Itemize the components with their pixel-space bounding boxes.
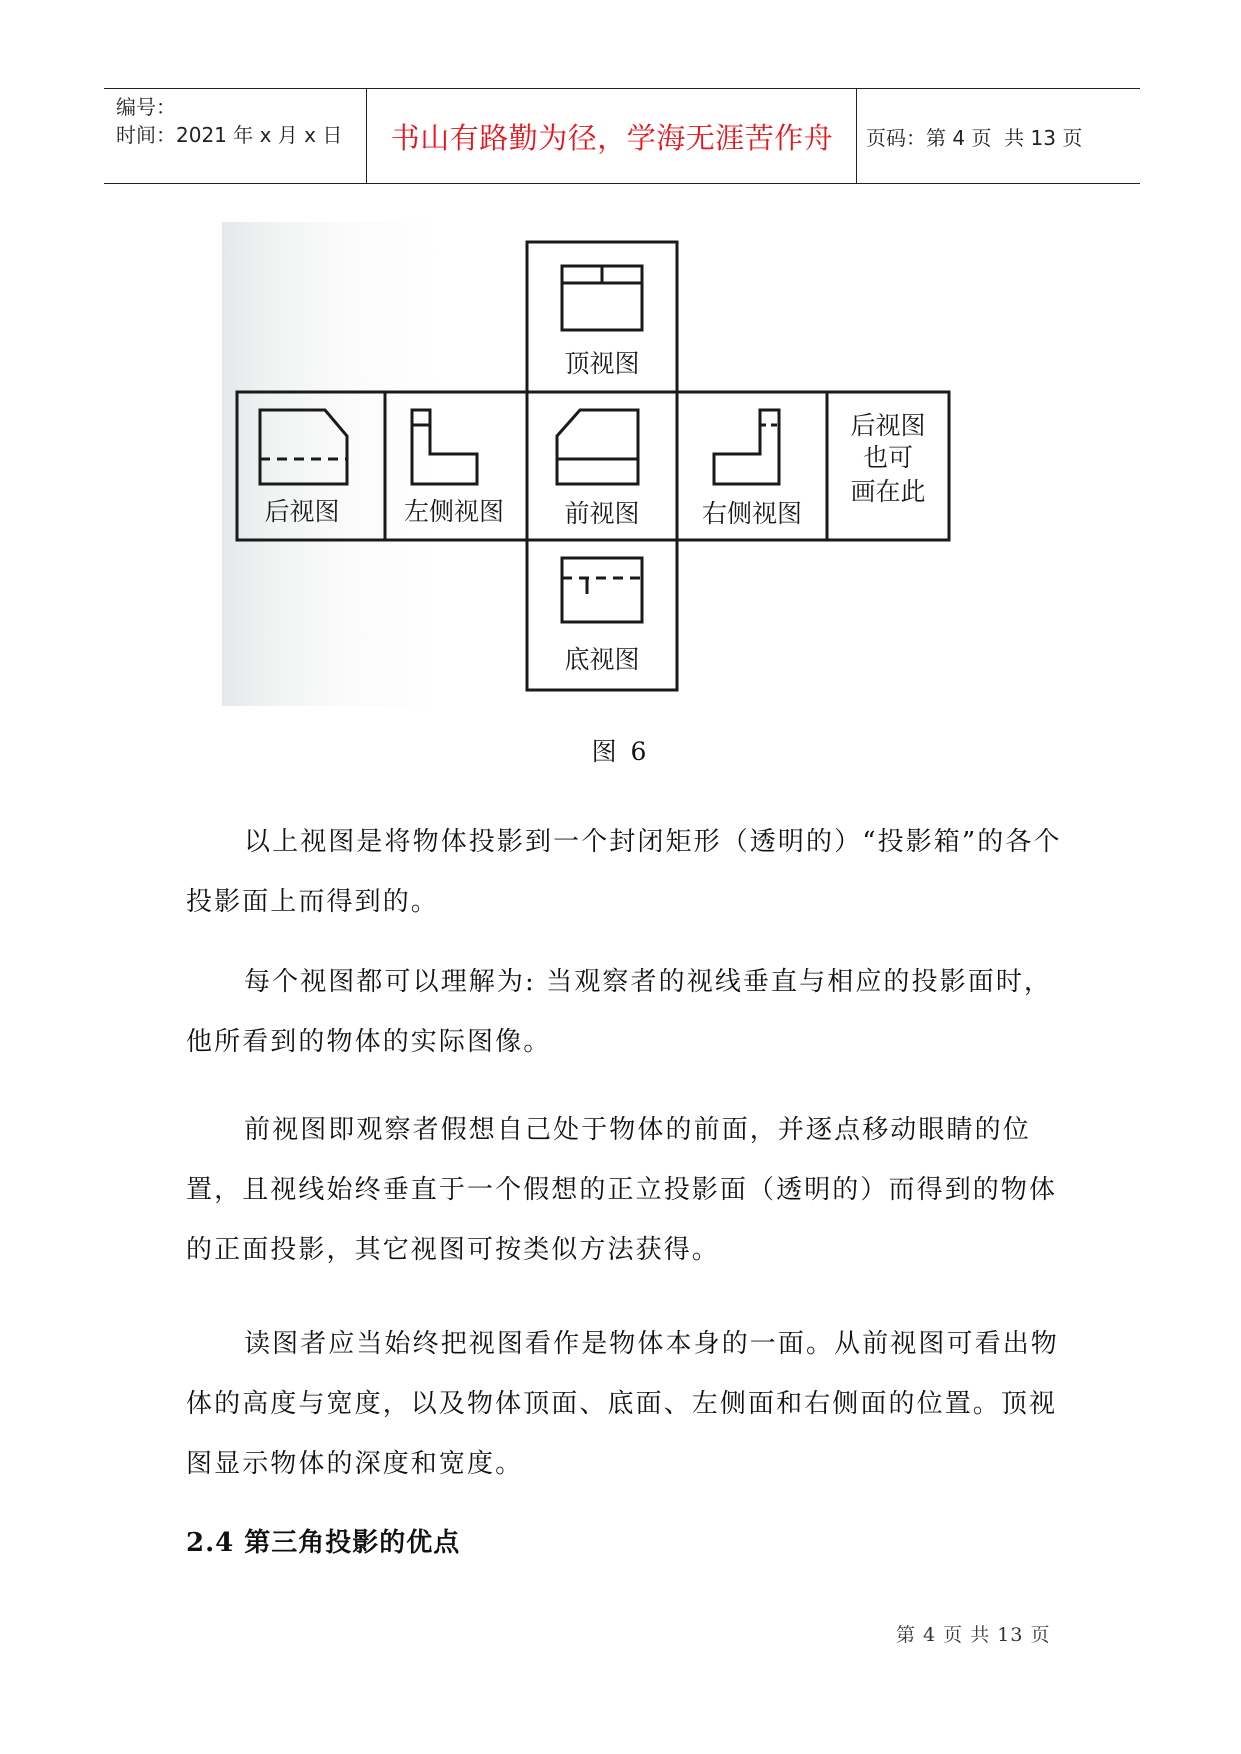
front-view-label: 前视图 xyxy=(564,499,640,528)
header-motto: 书山有路勤为径，学海无涯苦作舟 xyxy=(390,120,834,155)
front-view-shape xyxy=(557,410,638,484)
left-side-view-shape xyxy=(412,410,477,484)
paragraph-reading-views: 读图者应当始终把视图看作是物体本身的一面。从前视图可看出物体的高度与宽度，以及物体顶面、底面、左侧面和右侧面的位置。顶视图显示物体的深度和宽度。 xyxy=(186,1329,1059,1479)
section-heading: 2.4 第三角投影的优点 xyxy=(186,1528,461,1558)
header-number-label: 编号： xyxy=(116,95,176,119)
paragraph-front-view: 前视图即观察者假想自己处于物体的前面，并逐点移动眼睛的位置，且视线始终垂直于一个假想的正立投影面（透明的）而得到的物体的正面投影，其它视图可按类似方法获得。 xyxy=(186,1115,1058,1265)
projection-box-figure xyxy=(222,222,972,706)
top-view-label: 顶视图 xyxy=(564,349,640,378)
back-view-label: 后视图 xyxy=(264,497,340,526)
header-meta xyxy=(116,93,364,149)
paragraph-projection-box: 以上视图是将物体投影到一个封闭矩形（透明的）“投影箱”的各个投影面上而得到的。 xyxy=(186,827,1062,917)
left-side-view-label: 左侧视图 xyxy=(403,497,505,526)
back-view-shape xyxy=(260,410,347,484)
back-view-alt-label-line3: 画在此 xyxy=(850,477,926,506)
header-time-label: 时间：2021 年 x 月 x 日 xyxy=(116,123,343,147)
right-side-view-label: 右侧视图 xyxy=(701,499,803,528)
header-divider xyxy=(366,89,367,183)
figure-caption: 图 6 xyxy=(591,737,650,766)
projection-views-diagram xyxy=(222,222,972,706)
bottom-view-shape xyxy=(562,558,642,622)
page-header xyxy=(104,88,1140,184)
back-view-alt-label-line1: 后视图 xyxy=(850,411,926,440)
paragraph-view-definition: 每个视图都可以理解为: 当观察者的视线垂直与相应的投影面时，他所看到的物体的实际图像。 xyxy=(186,967,1053,1057)
header-page-label: 页码：第 4 页 共 13 页 xyxy=(866,125,1083,150)
right-side-view-shape xyxy=(714,410,779,484)
back-view-alt-label-line2: 也可 xyxy=(862,443,914,472)
header-divider xyxy=(856,89,857,183)
bottom-view-label: 底视图 xyxy=(564,645,640,674)
page-footer: 第 4 页 共 13 页 xyxy=(896,1624,1051,1646)
